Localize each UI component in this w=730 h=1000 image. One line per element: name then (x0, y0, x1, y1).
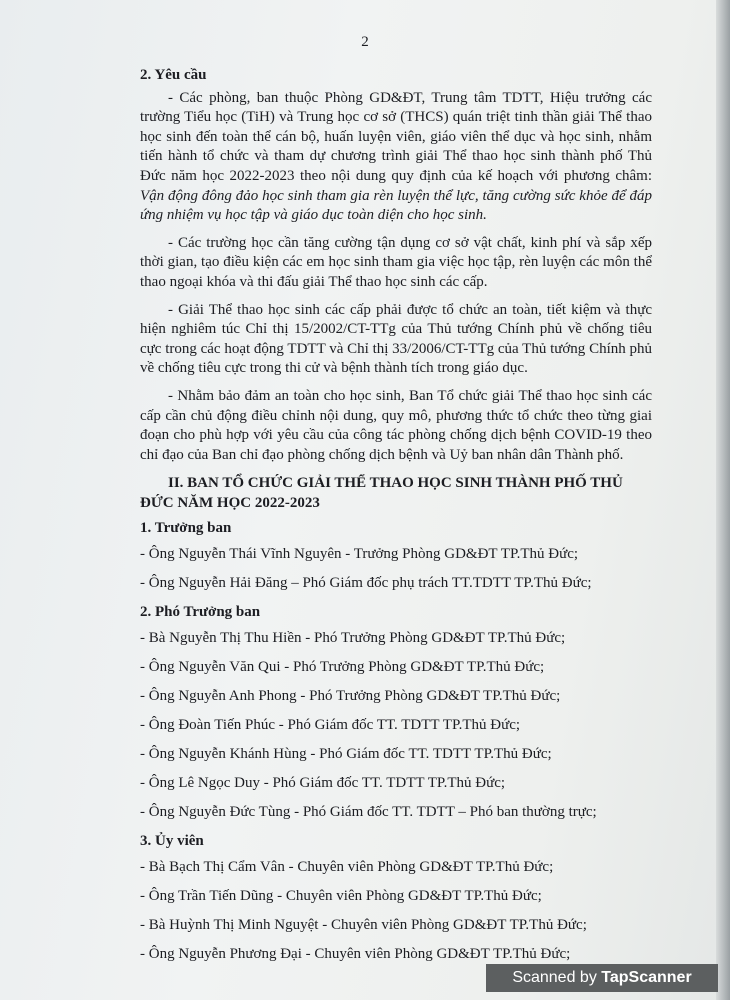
section-heading-organizing-committee: II. BAN TỔ CHỨC GIẢI THỂ THAO HỌC SINH THÀNH PHỐ THỦ ĐỨC NĂM HỌC 2022-2023 (140, 475, 623, 512)
subheading-head: 1. Trưởng ban (140, 520, 232, 537)
subheading-deputy-head: 2. Phó Trưởng ban (140, 604, 261, 621)
watermark-brand: TapScanner (601, 969, 692, 986)
document-body (140, 66, 652, 974)
section-heading-requirements: 2. Yêu cầu (140, 67, 207, 83)
member-line: - Ông Nguyễn Hải Đăng – Phó Giám đốc phụ trách TT.TDTT TP.Thủ Đức; (140, 574, 592, 591)
member-line: - Ông Nguyễn Văn Qui - Phó Trưởng Phòng GD&ĐT TP.Thủ Đức; (140, 658, 545, 675)
paragraph-4: - Nhằm bảo đảm an toàn cho học sinh, Ban Tổ chức giải Thể thao học sinh các cấp cần chủ động điều chỉnh nội dung, quy mô, phương thức tổ chức theo từng giai đoạn cho phù hợp với yêu cầu của công tác phòng chống dịch bệnh COVID-19 theo chỉ đạo của Ban chỉ đạo phòng chống dịch bệnh và Uỷ ban nhân dân Thành phố. (140, 387, 652, 463)
scanner-watermark (486, 964, 718, 992)
member-line: - Ông Nguyễn Anh Phong - Phó Trưởng Phòng GD&ĐT TP.Thủ Đức; (140, 687, 561, 704)
paragraph-1-italic: Vận động đông đảo học sinh tham gia rèn luyện thể lực, tăng cường sức khỏe để đáp ứng nhiệm vụ học tập và giáo dục toàn diện cho học sinh. (140, 187, 652, 224)
subheading-members: 3. Ủy viên (140, 833, 204, 850)
member-line: - Ông Nguyễn Đức Tùng - Phó Giám đốc TT. TDTT – Phó ban thường trực; (140, 804, 597, 821)
member-line: - Bà Nguyễn Thị Thu Hiền - Phó Trưởng Phòng GD&ĐT TP.Thủ Đức; (140, 629, 566, 646)
member-line: - Bà Huỳnh Thị Minh Nguyệt - Chuyên viên Phòng GD&ĐT TP.Thủ Đức; (140, 917, 587, 934)
page-edge-shadow (716, 0, 730, 1000)
paragraph-3: - Giải Thể thao học sinh các cấp phải được tổ chức an toàn, tiết kiệm và thực hiện nghiêm túc Chỉ thị 15/2002/CT-TTg của Thủ tướng Chính phủ về chống tiêu cực trong các hoạt động TDTT và Chỉ thị 33/2006/CT-TTg của Thủ tướng Chính phủ về chống tiêu cực trong thi cử và bệnh thành tích trong giáo dục. (140, 301, 652, 377)
member-line: - Ông Nguyễn Phương Đại - Chuyên viên Phòng GD&ĐT TP.Thủ Đức; (140, 946, 571, 963)
member-line: - Ông Lê Ngọc Duy - Phó Giám đốc TT. TDTT TP.Thủ Đức; (140, 775, 506, 792)
paragraph-1 (140, 89, 652, 226)
page-number: 2 (361, 34, 369, 50)
paragraph-2: - Các trường học cần tăng cường tận dụng cơ sở vật chất, kinh phí và sắp xếp thời gian, tạo điều kiện các em học sinh tham gia việc học tập, rèn luyện các môn thể thao ngoại khóa và thi đấu giải Thể thao học sinh các cấp. (140, 234, 652, 290)
watermark-prefix: Scanned by (512, 969, 602, 986)
member-line: - Bà Bạch Thị Cẩm Vân - Chuyên viên Phòng GD&ĐT TP.Thủ Đức; (140, 858, 554, 875)
paragraph-1-text: - Các phòng, ban thuộc Phòng GD&ĐT, Trung tâm TDTT, Hiệu trưởng các trường Tiểu học (TiH) và Trung học cơ sở (THCS) quán triệt tinh thần giải Thể thao học sinh đến toàn thể cán bộ, huấn luyện viên, giáo viên thể dục và học sinh, nhằm tiến hành tổ chức và tham dự chương trình giải Thể thao học sinh thành phố Thủ Đức năm học 2022-2023 theo nội dung quy định của kế hoạch với phương châm: (140, 89, 652, 184)
member-line: - Ông Nguyễn Khánh Hùng - Phó Giám đốc TT. TDTT TP.Thủ Đức; (140, 746, 552, 763)
member-line: - Ông Đoàn Tiến Phúc - Phó Giám đốc TT. TDTT TP.Thủ Đức; (140, 716, 521, 733)
member-line: - Ông Trần Tiến Dũng - Chuyên viên Phòng GD&ĐT TP.Thủ Đức; (140, 888, 542, 904)
member-line: - Ông Nguyễn Thái Vĩnh Nguyên - Trưởng Phòng GD&ĐT TP.Thủ Đức; (140, 545, 579, 562)
